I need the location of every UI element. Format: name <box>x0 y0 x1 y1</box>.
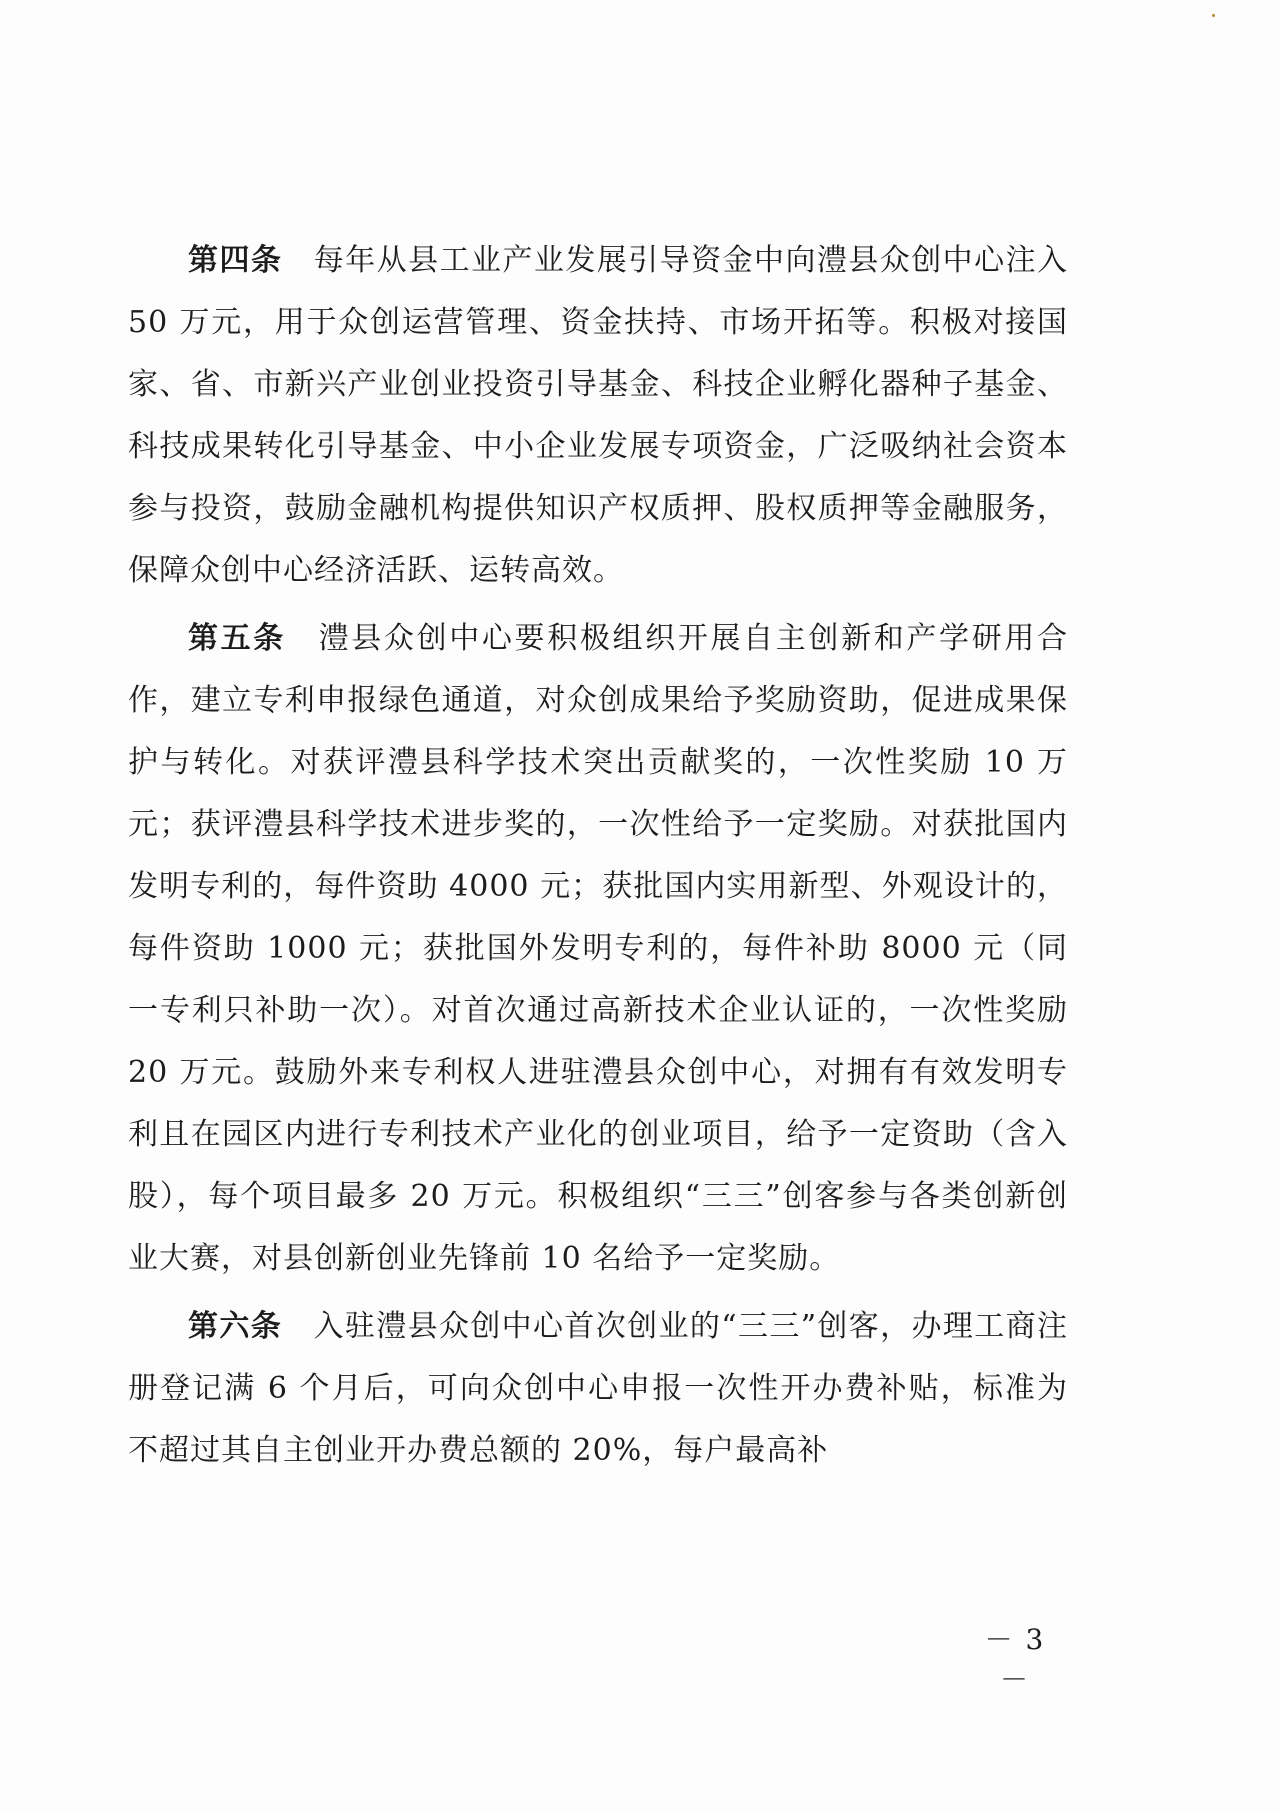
article-5-text: 澧县众创中心要积极组织开展自主创新和产学研用合作，建立专利申报绿色通道，对众创成果给予奖励资助，促进成果保护与转化。对获评澧县科学技术突出贡献奖的，一次性奖励 10 万元；获评澧县科学技术进步奖的，一次性给予一定奖励。对获批国内发明专利的，每件资助 4000 元；获批国内实用新型、外观设计的，每件资助 1000 元；获批国外发明专利的，每件补助 8000 元（同一专利只补助一次）。对首次通过高新技术企业认证的，一次性奖励 20 万元。鼓励外来专利权人进驻澧县众创中心，对拥有有效发明专利且在园区内进行专利技术产业化的创业项目，给予一定资助（含入股），每个项目最多 20 万元。积极组织“三三”创客参与各类创新创业大赛，对县创新创业先锋前 10 名给予一定奖励。 <box>128 621 1069 1276</box>
article-6-paragraph <box>128 1296 1068 1482</box>
page-number: － 3 － <box>984 1623 1046 1696</box>
article-5-paragraph <box>128 608 1068 1290</box>
article-4-label: 第四条 <box>188 243 283 278</box>
article-6-label: 第六条 <box>188 1309 283 1344</box>
article-4-text: 每年从县工业产业发展引导资金中向澧县众创中心注入 50 万元，用于众创运营管理、资金扶持、市场开拓等。积极对接国家、省、市新兴产业创业投资引导基金、科技企业孵化器种子基金、科技成果转化引导基金、中小企业发展专项资金，广泛吸纳社会资本参与投资，鼓励金融机构提供知识产权质押、股权质押等金融服务，保障众创中心经济活跃、运转高效。 <box>128 243 1069 588</box>
paper-speck <box>1212 14 1215 17</box>
article-6-text: 入驻澧县众创中心首次创业的“三三”创客，办理工商注册登记满 6 个月后，可向众创中心申报一次性开办费补贴，标准为不超过其自主创业开办费总额的 20%，每户最高补 <box>128 1309 1068 1468</box>
article-5-label: 第五条 <box>188 621 286 656</box>
article-4-paragraph <box>128 230 1068 602</box>
document-body <box>128 230 1068 1482</box>
